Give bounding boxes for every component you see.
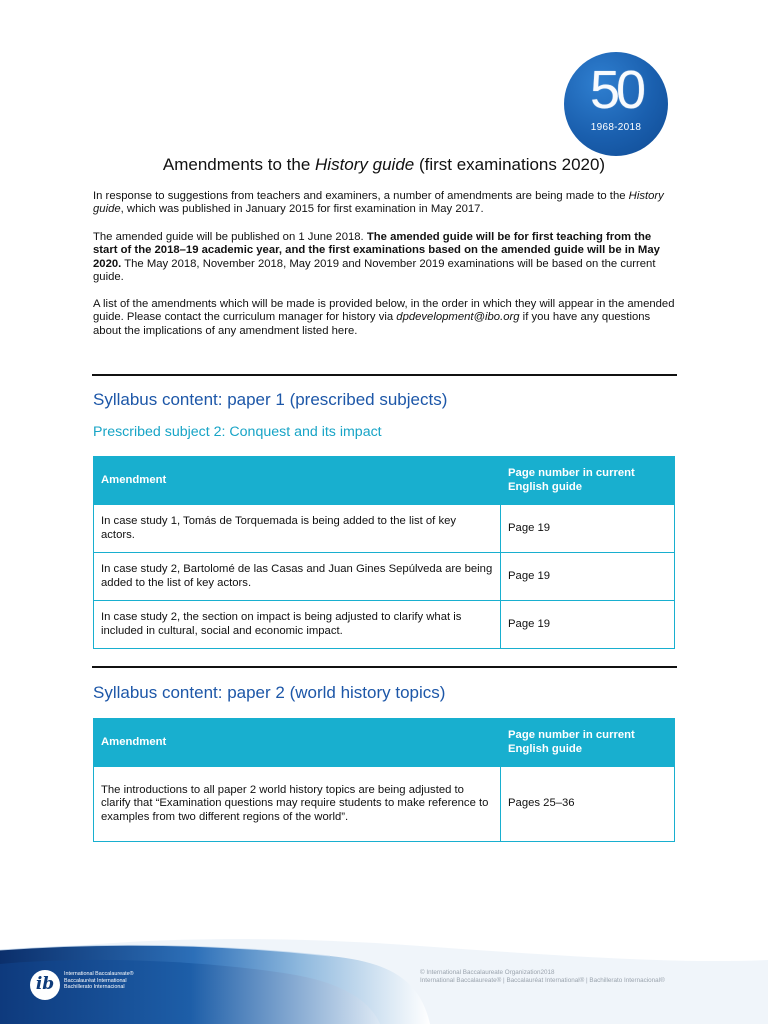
title-prefix: Amendments to the: [162, 155, 316, 174]
amendment-cell: The introductions to all paper 2 world history topics are being adjusted to clarify that “Examination questions may require students to make reference to examples from two different regions of the world”.: [94, 767, 501, 842]
column-header-amendment: Amendment: [94, 719, 501, 767]
intro-paragraph-3: [93, 298, 678, 338]
document-title: [0, 155, 768, 175]
column-header-page: Page number in current English guide: [501, 719, 675, 767]
section-divider: [92, 666, 677, 668]
amendment-cell: In case study 2, Bartolomé de las Casas and Juan Gines Sepúlveda are being added to the list of key actors.: [94, 553, 501, 601]
ib-logo-icon: ib: [30, 970, 60, 1000]
intro-p1-italic: History guide: [93, 190, 664, 216]
column-header-page: Page number in current English guide: [501, 457, 675, 505]
section-divider: [92, 374, 677, 376]
section-heading-paper-1: Syllabus content: paper 1 (prescribed subjects): [93, 390, 448, 409]
ib-name-es: Bachillerato Internacional: [64, 984, 125, 991]
title-suffix: (first examinations 2020): [414, 155, 606, 174]
copyright-line-2: International Baccalaureate® | Baccalauréat International® | Bachillerato Internacional®: [420, 977, 665, 984]
amendment-cell: In case study 1, Tomás de Torquemada is being added to the list of key actors.: [94, 505, 501, 553]
table-row: [94, 553, 675, 601]
page-cell: Page 19: [501, 553, 675, 601]
table-row: [94, 601, 675, 649]
section-heading-paper-2: Syllabus content: paper 2 (world history topics): [93, 683, 446, 702]
intro-p3-text: A list of the amendments which will be made is provided below, in the order in which they will appear in the amended guide. Please contact the curriculum manager for history via: [93, 298, 675, 324]
intro-p2-bold: The amended guide will be for first teaching from the start of the 2018–19 academic year, and the first examinations based on the amended guide will be in May 2020.: [93, 231, 660, 270]
intro-p1-text-end: , which was published in January 2015 for first examination in May 2017.: [120, 203, 484, 216]
intro-p3-text-end: if you have any questions about the implications of any amendment listed here.: [93, 311, 651, 337]
intro-p1-text: In response to suggestions from teachers and examiners, a number of amendments are being made to the: [93, 190, 629, 202]
ib-names: [64, 971, 134, 991]
ib-name-en: International Baccalaureate®: [64, 971, 134, 977]
title-italic: History guide: [315, 155, 415, 174]
section-subheading-prescribed-subject: Prescribed subject 2: Conquest and its impact: [93, 424, 382, 440]
amendments-table-paper-2: [93, 718, 675, 842]
intro-p2-text: The amended guide will be published on 1 June 2018.: [93, 231, 367, 243]
table-row: [94, 767, 675, 842]
page-cell: Page 19: [501, 505, 675, 553]
page-cell: Page 19: [501, 601, 675, 649]
anniversary-number: 50: [589, 60, 643, 120]
intro-paragraph-2: [93, 231, 678, 285]
anniversary-logo: [564, 52, 668, 156]
amendments-table-paper-1: [93, 456, 675, 649]
table-header-row: [94, 719, 675, 767]
column-header-amendment: Amendment: [94, 457, 501, 505]
table-header-row: [94, 457, 675, 505]
page-cell: Pages 25–36: [501, 767, 675, 842]
contact-email: dpdevelopment@ibo.org: [396, 311, 520, 324]
ib-name-fr: Baccalauréat International: [64, 977, 127, 984]
amendment-cell: In case study 2, the section on impact is being adjusted to clarify what is included in cultural, social and economic impact.: [94, 601, 501, 649]
intro-paragraph-1: [93, 190, 678, 217]
intro-p2-text-end: The May 2018, November 2018, May 2019 and November 2019 examinations will be based on the current guide.: [93, 257, 656, 284]
table-row: [94, 505, 675, 553]
copyright-line-1: © International Baccalaureate Organization2018: [420, 969, 555, 976]
anniversary-years: 1968-2018: [590, 122, 642, 133]
copyright-notice: [420, 969, 665, 985]
